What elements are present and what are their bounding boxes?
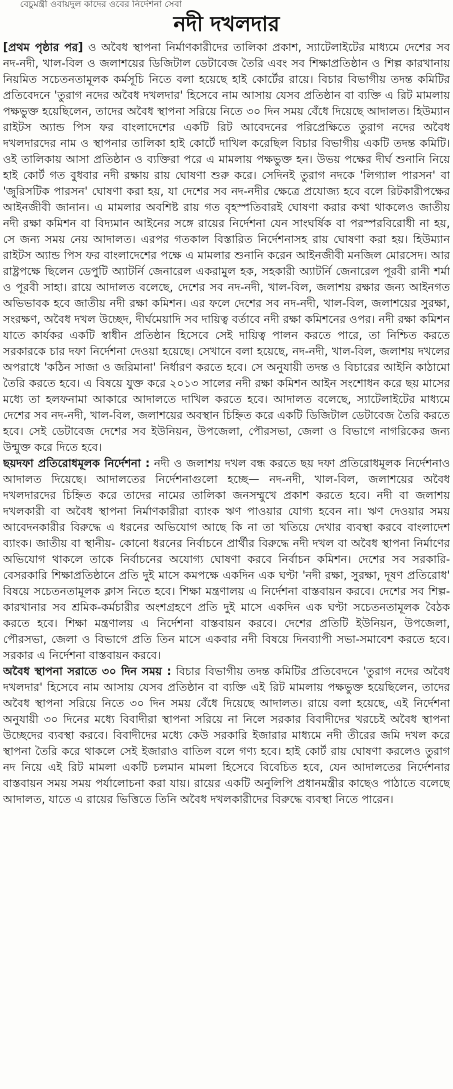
paragraph-continuation: [3, 40, 450, 456]
paragraph-six-directives: [3, 456, 450, 664]
subheading-thirty-days: অবৈধ স্থাপনা সরাতে ৩০ দিন সময় :: [3, 665, 172, 678]
paragraph-text: বিচার বিভাগীয় তদন্ত কমিটির প্রতিবেদনে 'তুরাগ নদের অবৈধ দখলদার' হিসেবে নাম আসায় যেসব প্রতিষ্ঠান বা ব্যক্তি এই রিট মামলায় পক্ষভুক্ত হয়েছিলেন, তাদের অবৈধ স্থাপনা সরিয়ে নিতে ৩০ দিন সময় বেঁধে দিয়েছে আদালত। রায়ে বলা হয়েছে, এই নির্দেশনা অনুযায়ী ৩০ দিনের মধ্যে বিবাদীরা স্থাপনা সরিয়ে না নিলে সরকার বিবাদীদের খরচেই অবৈধ স্থাপনা উচ্ছেদের ব্যবস্থা করবে। বিবাদীদের মধ্যে কেউ সরকারি ইজারার মাধ্যমে নদী তীরের জমি দখল করে স্থাপনা তৈরি করে থাকলে সেই ইজারাও বাতিল বলে গণ্য হবে। হাই কোর্ট রায় ঘোষণা করলেও তুরাগ নদ নিয়ে এই রিট মামলা একটি চলমান মামলা হিসেবে বিবেচিত হবে, যেন আদালতের নির্দেশনার বাস্তবায়ন সময় সময় পর্যালোচনা করা যায়। রায়ের একটি অনুলিপি প্রধানমন্ত্রীর কাছেও পাঠাতে বলেছে আদালত, যাতে এ রায়ের ভিত্তিতে তিনি অবৈধ দখলকারীদের বিরুদ্ধে ব্যবস্থা নিতে পারেন।: [3, 665, 450, 806]
continuation-marker: [প্রথম পৃষ্ঠার পর]: [3, 41, 84, 54]
paragraph-thirty-days: [3, 664, 450, 808]
paragraph-text: ও অবৈধ স্থাপনা নির্মাণকারীদের তালিকা প্রকাশ, স্যাটেলাইটের মাধ্যমে দেশের সব নদ-নদী, খাল-বিল ও জলাশয়ের ডিজিটাল ডেটাবেজ তৈরি এবং সব শিক্ষাপ্রতিষ্ঠান ও শিল্প কারখানায় নিয়মিত সচেতনতামূলক কর্মসূচি নিতে বলা হয়েছে হাই কোর্টের রায়ে। বিচার বিভাগীয় তদন্ত কমিটির প্রতিবেদনে 'তুরাগ নদের অবৈধ দখলদার' হিসেবে নাম আসায় যেসব প্রতিষ্ঠান বা ব্যক্তি এ রিট মামলায় পক্ষভুক্ত হয়েছিলেন, তাদের অবৈধ স্থাপনা সরিয়ে নিতে ৩০ দিন সময় বেঁধে দিয়েছে আদালত। হিউম্যান রাইটস অ্যান্ড পিস ফর বাংলাদেশের একটি রিট আবেদনের পরিপ্রেক্ষিতে তুরাগ নদের অবৈধ দখলদারদের নাম ও স্থাপনার তালিকা হাই কোর্টে দাখিল করেছিল বিচার বিভাগীয় একটি তদন্ত কমিটি। ওই তালিকায় আসা প্রতিষ্ঠান ও ব্যক্তিরা পরে এ মামলায় পক্ষভুক্ত হন। উভয় পক্ষের দীর্ঘ শুনানি নিয়ে হাই কোর্ট গত বুধবার নদী রক্ষায় রায় ঘোষণা শুরু করে। সেদিনই তুরাগ নদকে 'লিগ্যাল পারসন' বা 'জুরিসটিক পারসন' ঘোষণা করা হয়, যা দেশের সব নদ-নদীর ক্ষেত্রে প্রযোজ্য হবে বলে রিটকারীপক্ষের আইনজীবী জানান। এ মামলার অবশিষ্ট রায় গত বৃহস্পতিবারই ঘোষণা করার কথা থাকলেও জাতীয় নদী রক্ষা কমিশন বা বিদ্যমান আইনের সঙ্গে রায়ের নির্দেশনা যেন সাংঘর্ষিক বা পরস্পরবিরোধী না হয়, সে জন্য সময় নেয় আদালত। এরপর গতকাল বিস্তারিত নির্দেশনাসহ রায় ঘোষণা করা হয়। হিউম্যান রাইটস অ্যান্ড পিস ফর বাংলাদেশের পক্ষে এ মামলার শুনানি করেন আইনজীবী মনজিল মোরসেদ। আর রাষ্ট্রপক্ষে ছিলেন ডেপুটি অ্যাটর্নি জেনারেল একরামুল হক, সহকারী অ্যাটর্নি জেনারেল পূরবী রানী শর্মা ও পূরবী সাহা। রায়ে আদালত বলেছে, দেশের সব নদ-নদী, খাল-বিল, জলাশয় রক্ষার জন্য আইনগত অভিভাবক হবে জাতীয় নদী রক্ষা কমিশন। এর ফলে দেশের সব নদ-নদী, খাল-বিল, জলাশয়ের সুরক্ষা, সংরক্ষণ, অবৈধ দখল উচ্ছেদ, দীর্ঘমেয়াদি সব দায়িত্ব বর্তাবে নদী রক্ষা কমিশনের ওপর। নদী রক্ষা কমিশন যাতে কার্যকর একটি স্বাধীন প্রতিষ্ঠান হিসেবে সেই দায়িত্ব পালন করতে পারে, তা নিশ্চিত করতে সরকারকে চার দফা নির্দেশনা দেওয়া হয়েছে। সেখানে বলা হয়েছে, নদ-নদী, খাল-বিল, জলাশয় দখলের অপরাধে 'কঠিন সাজা ও জরিমানা' নির্ধারণ করতে হবে। সে অনুযায়ী তদন্ত ও বিচারের আইনি কাঠামো তৈরি করতে হবে। এ বিষয়ে যুক্ত করে ২০১৩ সালের নদী রক্ষা কমিশন আইন সংশোধন করে ছয় মাসের মধ্যে তা হলফনামা আকারে আদালতে দাখিল করতে হবে। আদালত বলেছে, স্যাটেলাইটের মাধ্যমে দেশের সব নদ-নদী, খাল-বিল, জলাশয়ের অবস্থান চিহ্নিত করে একটি ডিজিটাল ডেটাবেজ তৈরি করতে হবে। সেই ডেটাবেজ দেশের সব ইউনিয়ন, উপজেলা, পৌরসভা, জেলা ও বিভাগে নাগরিকের জন্য উন্মুক্ত করে দিতে হবে।: [3, 41, 450, 454]
paragraph-text: নদী ও জলাশয় দখল বন্ধ করতে ছয় দফা প্রতিরোধমূলক নির্দেশনাও আদালত দিয়েছে। আদালতের নির্দেশনাগুলো হচ্ছে— নদ-নদী, খাল-বিল, জলাশয়ের অবৈধ দখলদারদের চিহ্নিত করে তাদের নামের তালিকা জনসম্মুখে প্রকাশ করতে হবে। নদী বা জলাশয় দখলকারী বা অবৈধ স্থাপনা নির্মাণকারীরা ব্যাংক ঋণ পাওয়ার যোগ্য হবেন না। ঋণ দেওয়ার সময় আবেদনকারীর বিরুদ্ধে এ ধরনের অভিযোগ আছে কি না তা খতিয়ে দেখার ব্যবস্থা করবে বাংলাদেশ ব্যাংক। জাতীয় বা স্থানীয়- কোনো ধরনের নির্বাচনে প্রার্থীর বিরুদ্ধে নদী দখল বা অবৈধ স্থাপনা নির্মাণের অভিযোগ থাকলে তাকে নির্বাচনের অযোগ্য ঘোষণা করবে নির্বাচন কমিশন। দেশের সব সরকারি-বেসরকারি শিক্ষাপ্রতিষ্ঠানে প্রতি দুই মাসে কমপক্ষে একদিন এক ঘণ্টা 'নদী রক্ষা, সুরক্ষা, দূষণ প্রতিরোধ' বিষয়ে সচেতনতামূলক ক্লাস নিতে হবে। শিক্ষা মন্ত্রণালয় এ নির্দেশনা বাস্তবায়ন করবে। দেশের সব শিল্প-কারখানার সব শ্রমিক-কর্মচারীর অংশগ্রহণে প্রতি দুই মাসে একদিন এক ঘণ্টা সচেতনতামূলক বৈঠক করতে হবে। শিক্ষা মন্ত্রণালয় এ নির্দেশনা বাস্তবায়ন করবে। দেশের প্রতিটি ইউনিয়ন, উপজেলা, পৌরসভা, জেলা ও বিভাগে প্রতি তিন মাসে একবার নদী বিষয়ে দিনব্যাপী সভা-সমাবেশ করতে হবে। সরকার এ নির্দেশনা বাস্তবায়ন করবে।: [3, 457, 450, 662]
top-cropped-text: বেচুমন্ত্রী ওবায়দুল কাদের ওবের নির্দেশনা সেবা: [20, 0, 182, 10]
subheading-six-directives: ছয়দফা প্রতিরোধমূলক নির্দেশনা :: [3, 457, 150, 470]
headline: নদী দখলদার: [173, 11, 280, 36]
article-body: [3, 40, 450, 1086]
